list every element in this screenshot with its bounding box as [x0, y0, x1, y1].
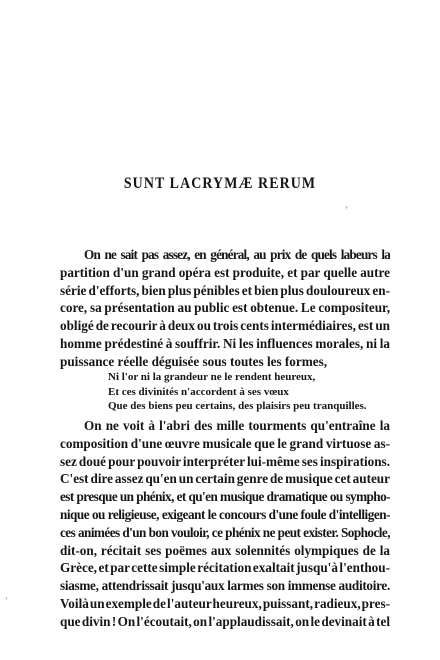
paragraph-line: ces animées d'un bon vouloir, ce phénix ne peut exister. Sophocle, — [60, 524, 390, 540]
paragraph-line: obligé de recourir à deux ou trois cents intermédiaires, est un — [60, 318, 390, 334]
paragraph-line: On ne voit à l'abri des mille tourments qu'entraîne la — [84, 418, 390, 433]
paragraph-line: nique ou religieuse, exigeant le concours d'une foule d'intelligen- — [60, 506, 390, 522]
paragraph-line: core, sa présentation au public est obtenue. Le compositeur, — [60, 300, 390, 316]
paragraph-line: que divin ! On l'écoutait, on l'applaudissait, on le devinait à tel — [60, 613, 390, 629]
paragraph-line: On ne sait pas assez, en général, au prix de quels labeurs la — [84, 247, 390, 262]
paragraph-line: siasme, attendrissait jusqu'aux larmes son immense auditoire. — [60, 578, 390, 594]
chapter-title: SUNT LACRYMÆ RERUM — [123, 175, 317, 192]
paragraph-line: dit-on, récitait ses poëmes aux solennités olympiques de la — [60, 542, 390, 558]
paragraph-line: partition d'un grand opéra est produite, et par quelle autre — [60, 264, 390, 280]
paragraph-line: C'est dire assez qu'en un certain genre de musique cet auteur — [60, 471, 390, 487]
paragraph-1 — [60, 246, 390, 371]
verse-line: Ni l'or ni la grandeur ne le rendent heureux, — [108, 371, 316, 383]
paragraph-line: composition d'une œuvre musicale que le grand virtuose as- — [60, 435, 390, 451]
paragraph-line: Voilà un exemple de l'auteur heureux, puissant, radieux, pres- — [60, 595, 390, 611]
margin-mark: ' — [6, 596, 8, 606]
paragraph-line: Grèce, et par cette simple récitation exaltait jusqu'à l'enthou- — [60, 560, 390, 576]
verse-line: Que des biens peu certains, des plaisirs peu tranquilles. — [108, 400, 367, 412]
stray-mark: ' — [346, 205, 348, 215]
paragraph-2 — [60, 417, 390, 631]
paragraph-line: homme prédestiné à souffrir. Ni les influences morales, ni la — [60, 335, 390, 351]
paragraph-line: sez doué pour pouvoir interpréter lui-même ses inspirations. — [60, 453, 390, 469]
verse-quote — [108, 370, 398, 414]
paragraph-line: est presque un phénix, et qu'en musique dramatique ou sympho- — [60, 489, 390, 505]
paragraph-line: puissance réelle déguisée sous toutes les formes, — [60, 353, 328, 369]
paragraph-line: série d'efforts, bien plus pénibles et bien plus douloureux en- — [60, 282, 390, 298]
verse-line: Et ces divinités n'accordent à ses vœux — [108, 385, 289, 398]
